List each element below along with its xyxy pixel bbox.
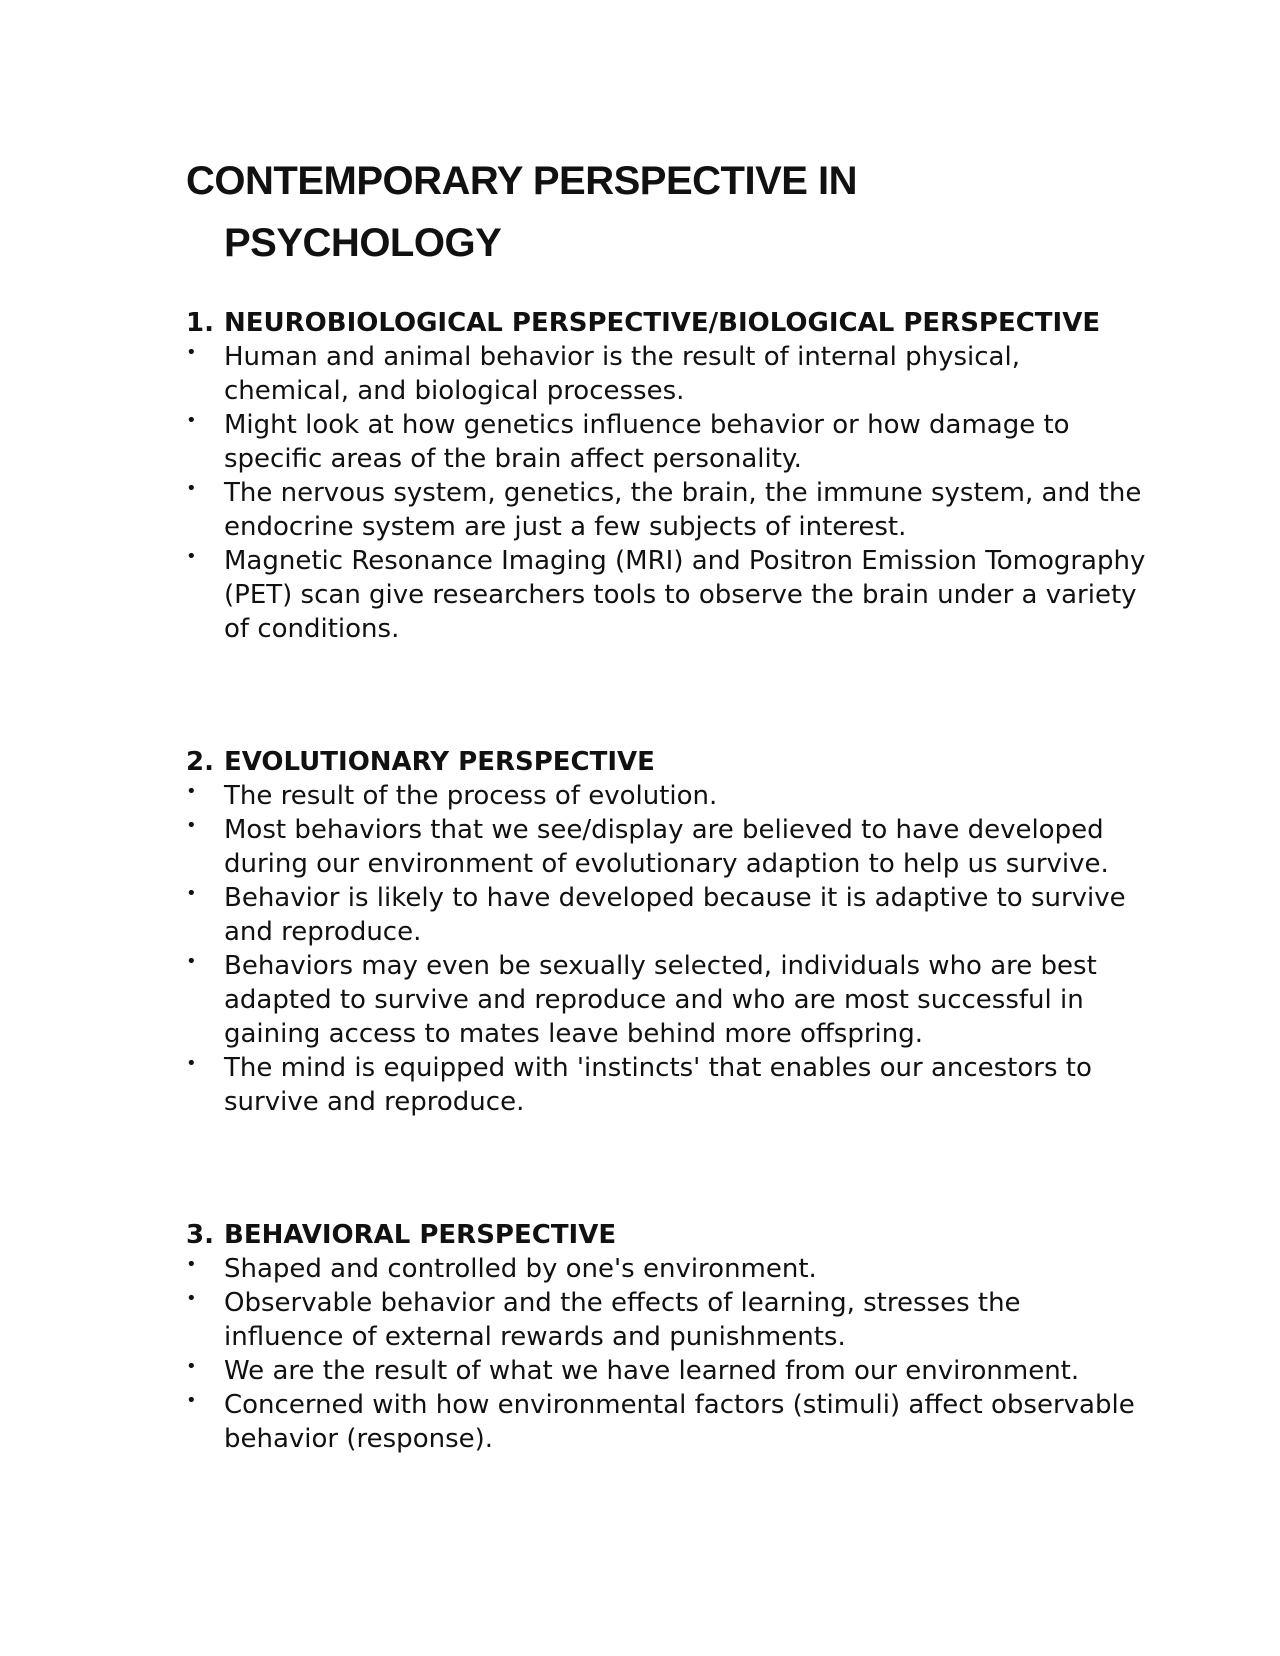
bullet-icon: • (186, 410, 197, 431)
list-item (186, 340, 1146, 408)
list-item (186, 1388, 1146, 1456)
bullet-icon: • (186, 1254, 197, 1275)
list-item (186, 1354, 1146, 1388)
list-item (186, 544, 1146, 646)
list-item-text: Human and animal behavior is the result of internal physical, chemical, and biological processes. (224, 342, 1020, 406)
bullet-icon: • (186, 815, 197, 836)
bullet-icon: • (186, 342, 197, 363)
list-item (186, 949, 1146, 1051)
section-number: 1. (186, 308, 214, 338)
bullet-icon: • (186, 478, 197, 499)
bullet-icon: • (186, 1390, 197, 1411)
bullet-list (186, 1252, 1146, 1456)
bullet-icon: • (186, 1356, 197, 1377)
list-item-text: We are the result of what we have learned from our environment. (224, 1356, 1080, 1386)
list-item-text: Most behaviors that we see/display are believed to have developed during our environment of evolutionary adaption to help us survive. (224, 815, 1109, 879)
list-item (186, 1252, 1146, 1286)
bullet-list (186, 779, 1146, 1119)
list-item-text: The result of the process of evolution. (224, 781, 718, 811)
section-heading-text: NEUROBIOLOGICAL PERSPECTIVE/BIOLOGICAL PERSPECTIVE (224, 308, 1101, 338)
section-heading (186, 1218, 1146, 1252)
bullet-icon: • (186, 951, 197, 972)
title-line-1: CONTEMPORARY PERSPECTIVE IN (186, 159, 858, 203)
section-number: 2. (186, 747, 214, 777)
bullet-list (186, 340, 1146, 646)
bullet-icon: • (186, 1288, 197, 1309)
list-item (186, 813, 1146, 881)
bullet-icon: • (186, 883, 197, 904)
list-item-text: Magnetic Resonance Imaging (MRI) and Positron Emission Tomography (PET) scan give researchers tools to observe the brain under a variety of conditions. (224, 546, 1146, 644)
section-behavioral (186, 1218, 1146, 1456)
list-item-text: The nervous system, genetics, the brain, the immune system, and the endocrine system are just a few subjects of interest. (224, 478, 1142, 542)
list-item-text: Might look at how genetics influence behavior or how damage to specific areas of the brain affect personality. (224, 410, 1070, 474)
list-item-text: The mind is equipped with 'instincts' that enables our ancestors to survive and reproduce. (224, 1053, 1092, 1117)
page-title (186, 150, 946, 274)
list-item (186, 881, 1146, 949)
list-item (186, 779, 1146, 813)
bullet-icon: • (186, 546, 197, 567)
section-heading-text: BEHAVIORAL PERSPECTIVE (224, 1220, 617, 1250)
list-item (186, 1286, 1146, 1354)
section-evolutionary (186, 745, 1146, 1119)
list-item-text: Concerned with how environmental factors (stimuli) affect observable behavior (response). (224, 1390, 1135, 1454)
list-item (186, 476, 1146, 544)
section-heading-text: EVOLUTIONARY PERSPECTIVE (224, 747, 655, 777)
list-item-text: Shaped and controlled by one's environment. (224, 1254, 817, 1284)
section-number: 3. (186, 1220, 214, 1250)
section-heading (186, 745, 1146, 779)
list-item-text: Behaviors may even be sexually selected, individuals who are best adapted to survive and reproduce and who are most successful in gaining access to mates leave behind more offspring. (224, 951, 1097, 1049)
list-item-text: Behavior is likely to have developed because it is adaptive to survive and reproduce. (224, 883, 1126, 947)
list-item (186, 408, 1146, 476)
section-heading (186, 306, 1146, 340)
bullet-icon: • (186, 781, 197, 802)
bullet-icon: • (186, 1053, 197, 1074)
title-line-2: PSYCHOLOGY (224, 221, 502, 265)
list-item-text: Observable behavior and the effects of learning, stresses the influence of external rewards and punishments. (224, 1288, 1021, 1352)
section-neurobiological (186, 306, 1146, 646)
list-item (186, 1051, 1146, 1119)
